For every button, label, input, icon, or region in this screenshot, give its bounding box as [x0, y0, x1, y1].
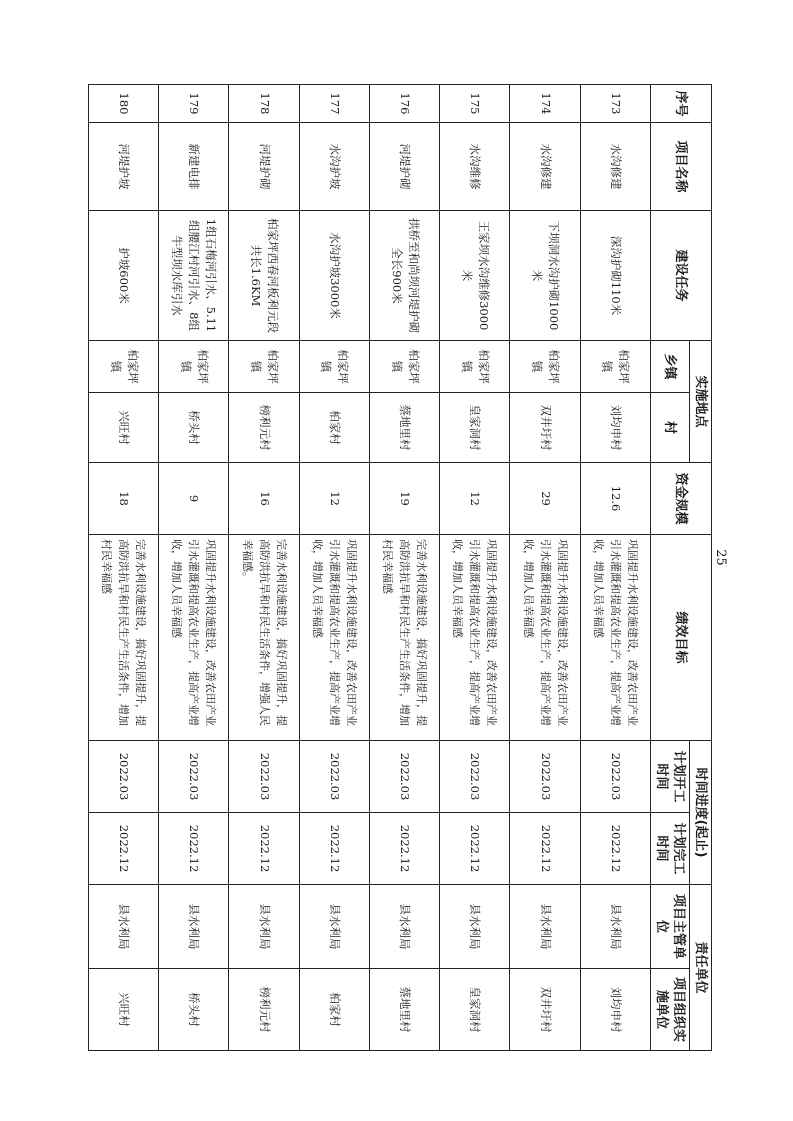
cell-authority: 县水利局: [159, 885, 229, 969]
cell-start: 2022.03: [510, 741, 580, 813]
cell-township: 柏家坪镇: [440, 341, 510, 393]
header-authority: 项目主管单位: [651, 885, 690, 969]
cell-funds: 18: [89, 463, 159, 535]
cell-implementer: 皇家洞村: [440, 969, 510, 1051]
cell-funds: 29: [510, 463, 580, 535]
table-row: [299, 85, 369, 1051]
cell-end: 2022.12: [159, 813, 229, 885]
cell-implementer: 双井圩村: [510, 969, 580, 1051]
cell-village: 兴旺村: [89, 393, 159, 463]
table-row: [370, 85, 440, 1051]
cell-seq: 177: [299, 85, 369, 123]
cell-task: 柏家坪西春河板利元段共长1.6KM: [229, 211, 299, 341]
table-row: [229, 85, 299, 1051]
cell-implementer: 蔡地里村: [370, 969, 440, 1051]
cell-goal: 巩固提升水利设施建设，改善农田产业引水灌溉和提高农业生产，提高产业增收，增加人员幸福感: [580, 535, 650, 741]
cell-goal: 巩固提升水利设施建设，改善农田产业引水灌溉和提高农业生产，提高产业增收，增加人员幸福感: [510, 535, 580, 741]
cell-authority: 县水利局: [440, 885, 510, 969]
header-row-1: [690, 85, 712, 1051]
cell-seq: 178: [229, 85, 299, 123]
cell-name: 河堤护砌: [370, 123, 440, 211]
cell-seq: 173: [580, 85, 650, 123]
cell-township: 柏家坪镇: [159, 341, 229, 393]
rotated-table-container: [88, 84, 712, 1050]
cell-authority: 县水利局: [580, 885, 650, 969]
cell-goal: 完善水利设施建设，搞好巩固提升，提高防洪抗旱和村民生产生活条件，增加村民幸福感: [370, 535, 440, 741]
cell-funds: 19: [370, 463, 440, 535]
cell-township: 柏家坪镇: [510, 341, 580, 393]
cell-task: 深沟护砌110米: [580, 211, 650, 341]
cell-task: 水沟护坡3000米: [299, 211, 369, 341]
table-row: [580, 85, 650, 1051]
cell-start: 2022.03: [370, 741, 440, 813]
cell-authority: 县水利局: [510, 885, 580, 969]
cell-township: 柏家坪镇: [370, 341, 440, 393]
cell-authority: 县水利局: [370, 885, 440, 969]
cell-end: 2022.12: [299, 813, 369, 885]
cell-township: 柏家坪镇: [229, 341, 299, 393]
header-implementer: 项目组织实施单位: [651, 969, 690, 1051]
cell-implementer: 兴旺村: [89, 969, 159, 1051]
cell-end: 2022.12: [510, 813, 580, 885]
table-row: [159, 85, 229, 1051]
table-row: [440, 85, 510, 1051]
cell-village: 桥头村: [159, 393, 229, 463]
cell-start: 2022.03: [299, 741, 369, 813]
header-village: 村: [651, 393, 690, 463]
cell-task: 护坡600米: [89, 211, 159, 341]
cell-seq: 176: [370, 85, 440, 123]
cell-start: 2022.03: [229, 741, 299, 813]
cell-village: 皇家洞村: [440, 393, 510, 463]
cell-village: 蔡地里村: [370, 393, 440, 463]
cell-goal: 完善水利设施建设，搞好巩固提升，提高防洪抗旱和村民生产生活条件，增加村民幸福感: [89, 535, 159, 741]
cell-end: 2022.12: [370, 813, 440, 885]
table-row: [89, 85, 159, 1051]
project-table: [88, 84, 712, 1051]
header-responsible: 责任单位: [690, 885, 712, 1051]
cell-funds: 16: [229, 463, 299, 535]
cell-task: 王家坝水沟维修3000米: [440, 211, 510, 341]
cell-authority: 县水利局: [229, 885, 299, 969]
header-goal: 绩效目标: [651, 535, 712, 741]
cell-township: 柏家坪镇: [89, 341, 159, 393]
page-number: 25: [712, 549, 728, 566]
cell-village: 榜利元村: [229, 393, 299, 463]
cell-task: 1组石梅河引水、5.11组腰江村河引水、8组牛型坝水库引水: [159, 211, 229, 341]
cell-implementer: 刘均申村: [580, 969, 650, 1051]
header-start: 计划开工时间: [651, 741, 690, 813]
cell-goal: 完善水利设施建设，搞好巩固提升，提高防洪抗旱和村民生活条件，增强人民幸福感。: [229, 535, 299, 741]
cell-implementer: 榜利元村: [229, 969, 299, 1051]
cell-end: 2022.12: [229, 813, 299, 885]
cell-name: 新建电排: [159, 123, 229, 211]
table-row: [510, 85, 580, 1051]
cell-funds: 12: [440, 463, 510, 535]
header-funds: 资金规模: [651, 463, 712, 535]
cell-authority: 县水利局: [89, 885, 159, 969]
cell-implementer: 柏家村: [299, 969, 369, 1051]
cell-name: 河堤护砌: [229, 123, 299, 211]
cell-goal: 巩固提升水利设施建设，改善农田产业引水灌溉和提高农业生产，提高产业增收，增加人员幸福感: [299, 535, 369, 741]
header-seq: 序号: [651, 85, 712, 123]
cell-end: 2022.12: [440, 813, 510, 885]
cell-seq: 174: [510, 85, 580, 123]
cell-seq: 179: [159, 85, 229, 123]
cell-village: 刘均申村: [580, 393, 650, 463]
cell-start: 2022.03: [580, 741, 650, 813]
cell-authority: 县水利局: [299, 885, 369, 969]
cell-seq: 180: [89, 85, 159, 123]
header-end: 计划完工时间: [651, 813, 690, 885]
header-name: 项目名称: [651, 123, 712, 211]
cell-end: 2022.12: [89, 813, 159, 885]
cell-village: 柏家村: [299, 393, 369, 463]
cell-funds: 9: [159, 463, 229, 535]
cell-task: 下坝洞水沟护砌1000米: [510, 211, 580, 341]
cell-township: 柏家坪镇: [580, 341, 650, 393]
cell-name: 水沟维修: [440, 123, 510, 211]
cell-name: 水沟修建: [510, 123, 580, 211]
header-task: 建设任务: [651, 211, 712, 341]
cell-end: 2022.12: [580, 813, 650, 885]
cell-name: 水沟护坡: [299, 123, 369, 211]
cell-village: 双井圩村: [510, 393, 580, 463]
header-township: 乡镇: [651, 341, 690, 393]
cell-name: 水沟修建: [580, 123, 650, 211]
cell-funds: 12.6: [580, 463, 650, 535]
cell-township: 柏家坪镇: [299, 341, 369, 393]
cell-task: 拱桥至和尚坝河堤护砌全长900米: [370, 211, 440, 341]
cell-goal: 巩固提升水利设施建设，改善农田产业引水灌溉和提高农业生产，提高产业增收，增加人员幸福感: [440, 535, 510, 741]
cell-name: 河堤护坡: [89, 123, 159, 211]
header-schedule: 时间进度(起止): [690, 741, 712, 885]
cell-implementer: 桥头村: [159, 969, 229, 1051]
header-location: 实施地点: [690, 341, 712, 463]
cell-start: 2022.03: [440, 741, 510, 813]
cell-goal: 巩固提升水利设施建设，改善农田产业引水灌溉和提高农业生产，提高产业增收，增加人员幸福感: [159, 535, 229, 741]
cell-funds: 12: [299, 463, 369, 535]
cell-start: 2022.03: [89, 741, 159, 813]
cell-seq: 175: [440, 85, 510, 123]
cell-start: 2022.03: [159, 741, 229, 813]
